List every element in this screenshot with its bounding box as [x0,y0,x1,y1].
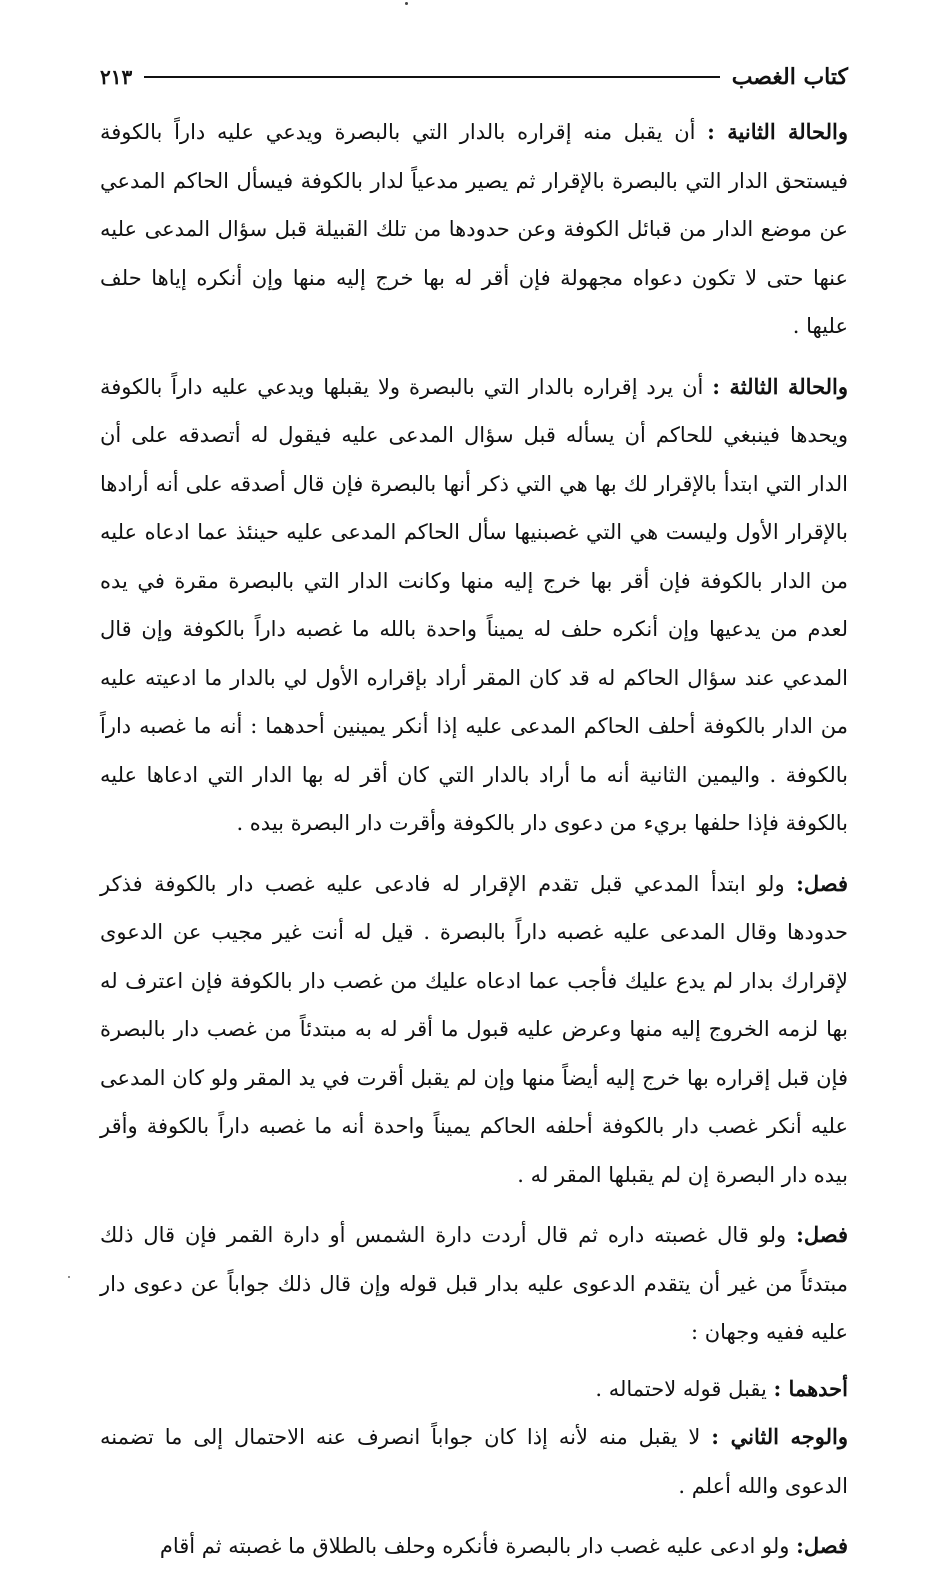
paragraph-lead: فصل: [796,1533,848,1558]
scan-speck [68,1276,70,1278]
paragraph-text: يقبل قوله لاحتماله . [595,1376,774,1401]
paragraph-text: ولو قال غصبته داره ثم قال أردت دارة الشمس أو دارة القمر فإن قال ذلك مبتدئاً من غير أن يتقدم الدعوى عليه بدار قبل قوله وإن قال ذلك جواباً عن دعوى دار عليه ففيه وجهان : [100,1223,848,1344]
paragraph-section-1 [100,860,848,1200]
paragraph-lead: فصل: [796,1222,848,1247]
paragraph-case-two [100,108,848,351]
paragraph-lead: والوجه الثاني : [711,1424,848,1449]
paragraph-text: أن يقبل منه إقراره بالدار التي بالبصرة ويدعي عليه داراً بالكوفة فيستحق الدار التي بالبصرة بالإقرار ثم يصير مدعياً لدار بالكوفة فيسأل الحاكم المدعي عن موضع الدار من قبائل الكوفة وعن حدودها من تلك القبيلة قبل سؤال المدعى عليه عنها حتى لا تكون دعواه مجهولة فإن أقر له بها خرج إليه منها وإن أنكره إياها حلف عليها . [100,120,848,338]
paragraph-lead: فصل: [796,870,848,896]
paragraph-first-view [100,1365,848,1414]
paragraph-section-2 [100,1211,848,1357]
paragraph-lead: أحدهما : [773,1375,848,1401]
paragraph-lead: والحالة الثالثة : [712,373,848,399]
paragraph-case-three [100,363,848,848]
scan-speck [405,2,408,5]
document-page [100,60,848,1558]
paragraph-text: أن يرد إقراره بالدار التي بالبصرة ولا يقبلها ويدعي عليه داراً بالكوفة ويحدها فينبغي للحاكم أن يسأله قبل سؤال المدعى عليه فيقول له أتصدقه على أن الدار التي ابتدأ بالإقرار لك بها هي التي ذكر أنها بالبصرة فإن قال أصدقه على أنه أرادها بالإقرار الأول وليست هي التي غصبنيها سأل الحاكم المدعى عليه حينئذ عما ادعاه عليه من الدار بالكوفة فإن أقر بها خرج إليه منها وكانت الدار التي بالبصرة مقرة في يده لعدم من يدعيها وإن أنكره حلف له يميناً واحدة بالله ما غصبه داراً بالكوفة وإن قال المدعي عند سؤال الحاكم له قد كان المقر أراد بإقراره الأول لي بالدار ما ادعيته عليه من الدار بالكوفة أحلف الحاكم المدعى عليه إذا أنكر يمينين أحدهما : أنه ما غصبه داراً بالكوفة . واليمين الثانية أنه ما أراد بالدار التي كان أقر له بها الدار التي ادعاها عليه بالكوفة فإذا حلفها بريء من دعوى دار بالكوفة وأقرت دار البصرة بيده . [100,374,848,835]
header-rule [144,76,719,78]
paragraph-text: ولو ادعى عليه غصب دار بالبصرة فأنكره وحلف بالطلاق ما غصبته ثم أقام [159,1534,797,1558]
chapter-title: كتاب الغصب [731,64,848,90]
paragraph-section-3 [100,1522,848,1571]
running-header [100,60,848,94]
page-number: ٢١٣ [100,65,133,89]
paragraph-text: ولو ابتدأ المدعي قبل تقدم الإقرار له فادعى عليه غصب دار بالكوفة فذكر حدودها وقال المدعى عليه غصبه داراً بالبصرة . قيل له أنت غير مجيب عن الدعوى لإقرارك بدار لم يدع عليك فأجب عما ادعاه عليك من غصب دار بالكوفة فإن اعترف له بها لزمه الخروج إليه منها وعرض عليه قبول ما أقر له به مبتدئاً من غصب دار بالبصرة فإن قبل إقراره بها خرج إليه أيضاً منها وإن لم يقبل أقرت في يد المقر ولو كان المدعى عليه أنكر غصب دار بالكوفة أحلفه الحاكم يميناً واحدة أنه ما غصبه داراً بالكوفة وأقر بيده دار البصرة إن لم يقبلها المقر له . [100,871,848,1187]
paragraph-second-view [100,1413,848,1510]
paragraph-text: لا يقبل منه لأنه إذا كان جواباً انصرف عنه الاحتمال إلى ما تضمنه الدعوى والله أعلم . [100,1425,848,1498]
paragraph-lead: والحالة الثانية : [707,119,848,144]
